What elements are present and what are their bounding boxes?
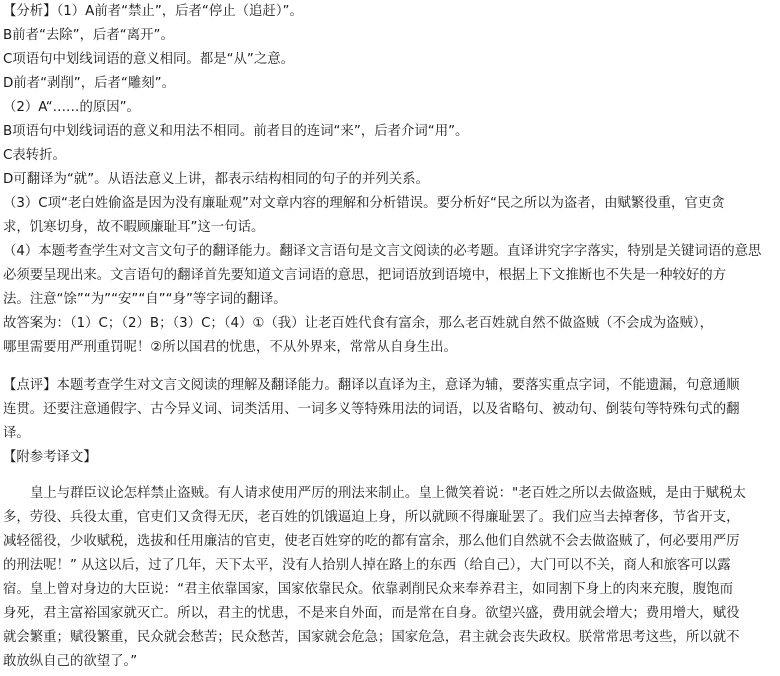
answer-line: 哪里需要用严刑重罚呢！②所以国君的忧患，不从外界来，常常从自身生出。 xyxy=(3,340,457,355)
translation-line: 的刑法呢！” 从这以后，过了几年，天下太平，没有人拾别人掉在路上的东西（给自己），大门可以不关，商人和旅客可以露 xyxy=(3,558,731,573)
analysis-line: （2）A“……的原因”。 xyxy=(3,100,140,115)
translation-line: 减轻徭役，少收赋税，选拔和任用廉洁的官吏，使老百姓穿的吃的都有富余，那么他们自然就不会去做盗贼了，何必要用严厉 xyxy=(3,534,740,549)
translation-line: 身死，君主富裕国家就灭亡。所以，君主的忧患，不是来自外面，而是常在自身。欲望兴盛，费用就会增大；费用增大，赋役 xyxy=(3,606,740,621)
analysis-line: 【分析】（1）A前者“禁止”，后者“停止（追赶）”。 xyxy=(3,4,303,19)
analysis-line: B前者“去除”，后者“离开”。 xyxy=(3,28,174,43)
translation-line: 宿。皇上曾对身边的大臣说：“君主依靠国家，国家依靠民众。依靠剥削民众来奉养君主，如同割下身上的肉来充腹，腹饱而 xyxy=(3,582,734,597)
translation-line: 多，劳役、兵役太重，官吏们又贪得无厌，老百姓的饥饿逼迫上身，所以就顾不得廉耻罢了。我们应当去掉奢侈，节省开支， xyxy=(3,510,740,525)
translation-line: 就会繁重；赋役繁重，民众就会愁苦；民众愁苦，国家就会危急；国家危急，君主就会丧失政权。朕常常思考这些，所以就不 xyxy=(3,630,740,645)
analysis-line: 求，饥寒切身，故不暇顾廉耻耳”这一句话。 xyxy=(3,220,265,235)
analysis-line: C表转折。 xyxy=(3,148,66,163)
comment-line: 译。 xyxy=(3,426,30,441)
analysis-line: D可翻译为“就”。从语法意义上讲，都表示结构相同的句子的并列关系。 xyxy=(3,172,429,187)
analysis-line: 必须要呈现出来。文言语句的翻译首先要知道文言词语的意思，把词语放到语境中，根据上下文推断也不失是一种较好的方 xyxy=(3,268,727,283)
comment-line: 连贯。还要注意通假字、古今异义词、词类活用、一词多义等特殊用法的词语，以及省略句、被动句、倒装句等特殊句式的翻 xyxy=(3,402,740,417)
analysis-line: 法。注意“馀”“为”“安”“自”“身”等字词的翻译。 xyxy=(3,292,287,307)
analysis-line: （4）本题考查学生对文言文句子的翻译能力。翻译文言语句是文言文阅读的必考题。直译讲究字字落实，特别是关键词语的意思 xyxy=(3,244,762,259)
analysis-line: C项语句中划线词语的意义相同。都是“从”之意。 xyxy=(3,52,295,67)
translation-line: 敢放纵自己的欲望了。” xyxy=(3,654,138,669)
answer-line: 故答案为：（1）C；（2）B；（3）C；（4）①（我）让老百姓代食有富余，那么老百姓就自然不做盗贼（不会成为盗贼）， xyxy=(3,316,713,331)
analysis-line: D前者“剥削”，后者“雕刻”。 xyxy=(3,76,175,91)
analysis-line: （3）C项“老白姓偷盗是因为没有廉耻观”对文章内容的理解和分析错误。要分析好“民之所以为盗者，由赋繁役重，官吏贪 xyxy=(3,196,725,211)
translation-heading: 【附参考译文】 xyxy=(3,450,97,465)
analysis-line: B项语句中划线词语的意义和用法不相同。前者目的连词“来”，后者介词“用”。 xyxy=(3,124,469,139)
comment-line: 【点评】本题考查学生对文言文阅读的理解及翻译能力。翻译以直译为主，意译为辅，要落实重点字词，不能遗漏，句意通顺 xyxy=(3,378,740,393)
translation-line: 皇上与群臣议论怎样禁止盗贼。有人请求使用严厉的刑法来制止。皇上微笑着说："老百姓之所以去做盗贼，是由于赋税太 xyxy=(30,486,746,501)
